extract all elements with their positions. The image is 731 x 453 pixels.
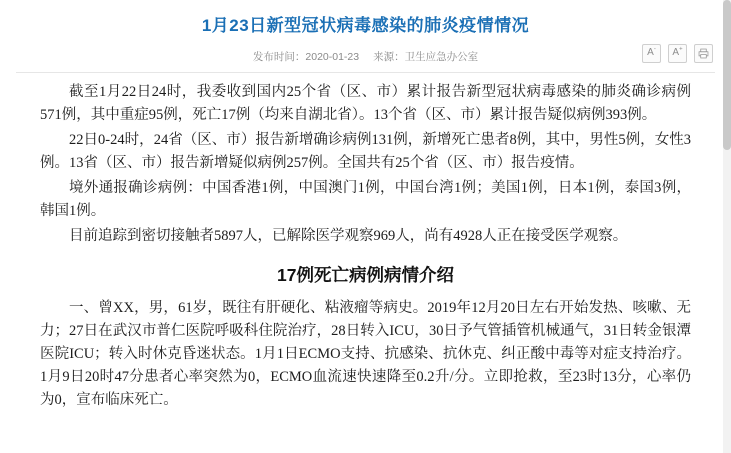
article-meta	[0, 40, 731, 70]
font-size-tools	[642, 44, 713, 63]
paragraph: 22日0-24时，24省（区、市）报告新增确诊病例131例，新增死亡患者8例，其中，男性5例，女性3例。13省（区、市）报告新增疑似病例257例。全国共有25个省（区、市）报告疫情。	[40, 132, 691, 171]
font-increase-button[interactable]	[668, 44, 687, 63]
article-body	[0, 73, 731, 412]
publish-time-value: 2020-01-23	[305, 51, 360, 63]
font-decrease-label: A	[647, 47, 654, 58]
publish-time-label: 发布时间：	[252, 51, 306, 63]
source-label: 来源：	[373, 51, 405, 63]
print-button[interactable]	[694, 44, 713, 63]
font-increase-label: A	[672, 47, 680, 58]
page-title: 1月23日新型冠状病毒感染的肺炎疫情情况	[201, 16, 530, 35]
publish-time	[253, 49, 359, 64]
scrollbar-track[interactable]	[723, 0, 731, 453]
printer-icon	[698, 48, 709, 59]
font-decrease-button[interactable]	[642, 44, 661, 63]
paragraph: 截至1月22日24时，我委收到国内25个省（区、市）累计报告新型冠状病毒感染的肺炎确诊病例571例，其中重症95例，死亡17例（均来自湖北省）。13个省（区、市）累计报告疑似病例393例。	[40, 84, 691, 123]
paragraph: 境外通报确诊病例：中国香港1例，中国澳门1例，中国台湾1例；美国1例，日本1例，泰国3例，韩国1例。	[40, 180, 691, 219]
section-heading: 17例死亡病例病情介绍	[277, 265, 454, 285]
font-decrease-sup: -	[653, 46, 656, 53]
scrollbar-thumb[interactable]	[723, 0, 731, 150]
case-paragraph: 一、曾XX，男，61岁，既往有肝硬化、粘液瘤等病史。2019年12月20日左右开始发热、咳嗽、无力；27日在武汉市普仁医院呼吸科住院治疗，28日转入ICU，30日予气管插管机械通气，31日转金银潭医院ICU；转入时休克昏迷状态。1月1日ECMO支持、抗感染、抗休克、纠正酸中毒等对症支持治疗。1月9日20时47分患者心率突然为0，ECMO血流速快速降至0.2升/分。立即抢救，至23时13分，心率仍为0，宣布临床死亡。	[40, 300, 691, 408]
article-source	[373, 49, 478, 64]
font-increase-sup: +	[679, 46, 683, 53]
paragraph: 目前追踪到密切接触者5897人，已解除医学观察969人，尚有4928人正在接受医学观察。	[69, 228, 628, 244]
source-value: 卫生应急办公室	[404, 51, 479, 63]
